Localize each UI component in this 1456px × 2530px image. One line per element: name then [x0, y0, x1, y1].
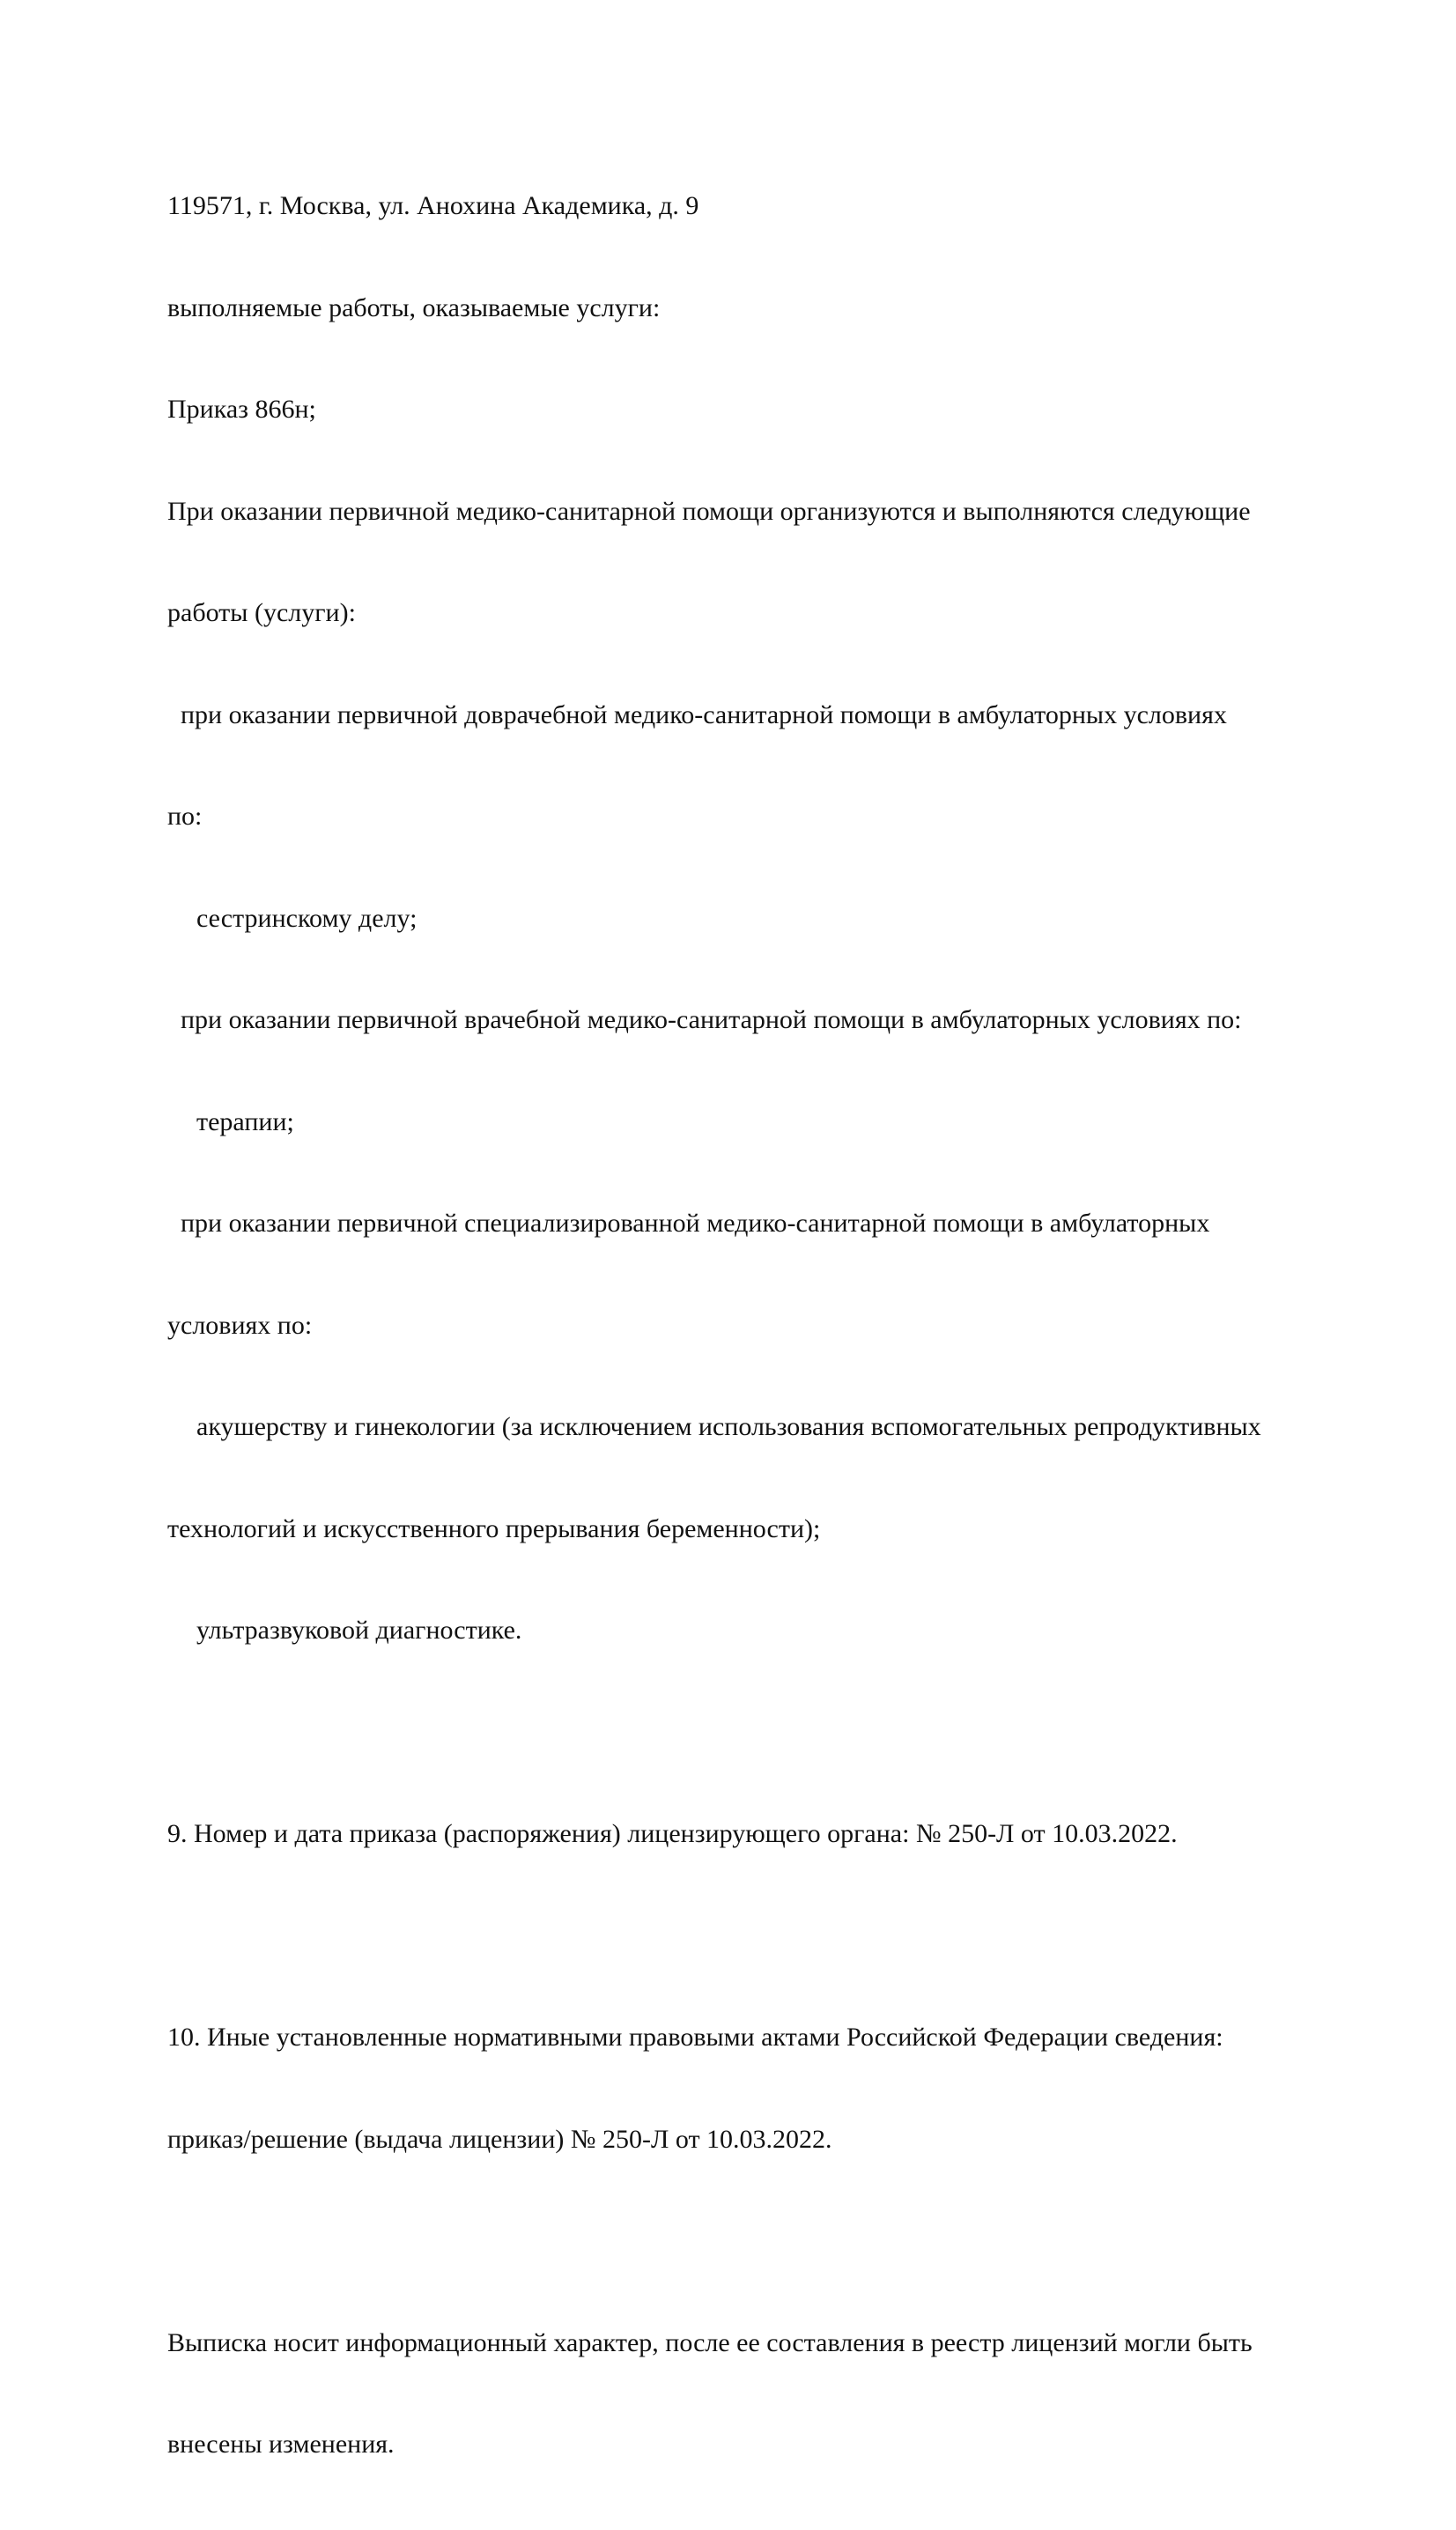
works-label: выполняемые работы, оказываемые услуги: — [167, 292, 661, 322]
section-10-line-2: приказ/решение (выдача лицензии) № 250-Л от 10.03.2022. — [167, 2124, 832, 2154]
intro-line-2: работы (услуги): — [167, 598, 356, 627]
therapy-item: терапии; — [196, 1106, 294, 1136]
obstetrics-item-line-1: акушерству и гинекологии (за исключением использования вспомогательных репродуктивных — [196, 1412, 1261, 1441]
order-reference: Приказ 866н; — [167, 395, 316, 424]
address-line: 119571, г. Москва, ул. Анохина Академика, д. 9 — [167, 191, 699, 220]
prenursing-care-line-2: по: — [167, 802, 203, 831]
paragraph-gap — [167, 1920, 1401, 1954]
paragraph-gap — [167, 2224, 1401, 2259]
section-10-line-1: 10. Иные установленные нормативными правовыми актами Российской Федерации сведения: — [167, 2023, 1223, 2052]
section-9: 9. Номер и дата приказа (распоряжения) лицензирующего органа: № 250-Л от 10.03.2022. — [167, 1819, 1178, 1848]
prenursing-care-line-1: при оказании первичной доврачебной медико-санитарной помощи в амбулаторных условиях — [181, 699, 1227, 729]
ultrasound-item: ультразвуковой диагностике. — [196, 1616, 522, 1645]
obstetrics-item-line-2: технологий и искусственного прерывания беременности); — [167, 1513, 821, 1543]
intro-line-1: При оказании первичной медико-санитарной помощи организуются и выполняются следующие — [167, 496, 1251, 526]
specialized-care-line-2: условиях по: — [167, 1310, 313, 1340]
disclaimer-line-1: Выписка носит информационный характер, после ее составления в реестр лицензий могли быть — [167, 2327, 1253, 2357]
disclaimer-line-2: внесены изменения. — [167, 2430, 395, 2459]
nursing-item: сестринскому делу; — [196, 903, 418, 933]
paragraph-gap — [167, 1716, 1401, 1750]
document-body — [167, 122, 1401, 2530]
specialized-care-line-1: при оказании первичной специализированной медико-санитарной помощи в амбулаторных — [181, 1209, 1210, 1238]
physician-care-line: при оказании первичной врачебной медико-санитарной помощи в амбулаторных условиях по: — [181, 1005, 1242, 1034]
